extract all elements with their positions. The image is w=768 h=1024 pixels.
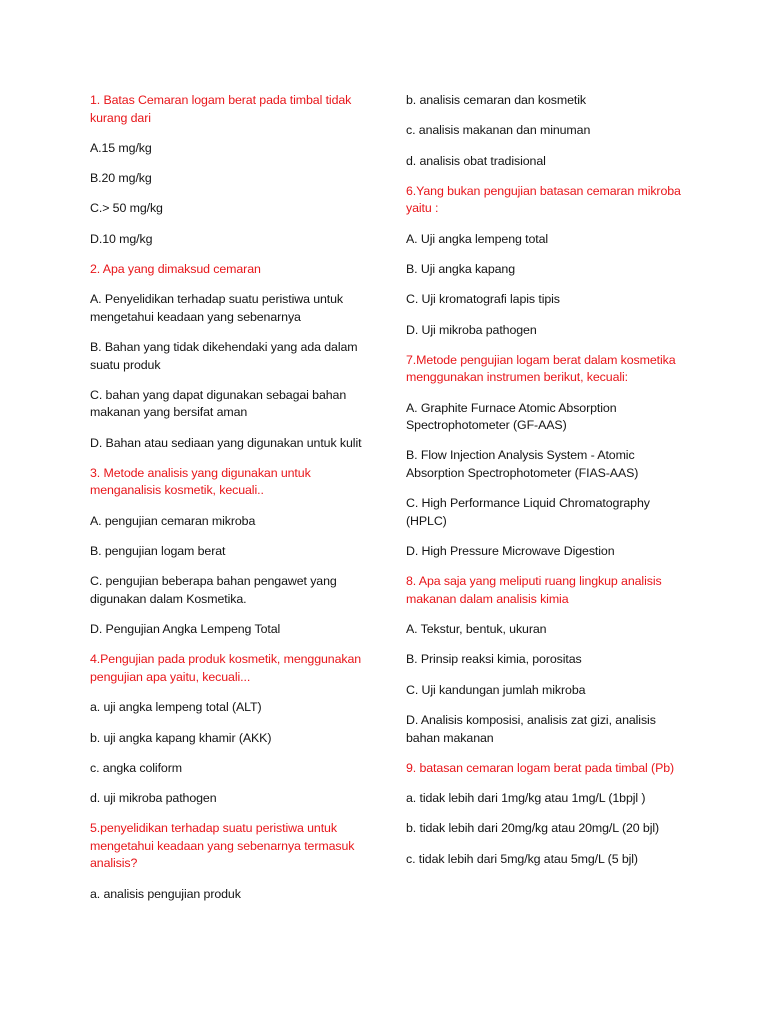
left-column [90, 92, 372, 916]
option-8d: D. Analisis komposisi, analisis zat gizi, analisis bahan makanan [406, 713, 656, 745]
option-1d: D.10 mg/kg [90, 231, 153, 246]
option-4d: d. uji mikroba pathogen [90, 791, 217, 806]
question-1: 1. Batas Cemaran logam berat pada timbal tidak kurang dari [90, 93, 352, 125]
option-1c: C.> 50 mg/kg [90, 201, 163, 216]
option-8c: C. Uji kandungan jumlah mikroba [406, 682, 586, 697]
option-3d: D. Pengujian Angka Lempeng Total [90, 622, 281, 637]
option-4b: b. uji angka kapang khamir (AKK) [90, 730, 272, 745]
option-3a: A. pengujian cemaran mikroba [90, 513, 256, 528]
option-4a: a. uji angka lempeng total (ALT) [90, 700, 262, 715]
option-2c: C. bahan yang dapat digunakan sebagai bahan makanan yang bersifat aman [90, 387, 347, 420]
option-7c: C. High Performance Liquid Chromatography (HPLC) [406, 496, 650, 528]
option-5b: b. analisis cemaran dan kosmetik [406, 93, 586, 107]
option-5c: c. analisis makanan dan minuman [406, 123, 591, 138]
question-7: 7.Metode pengujian logam berat dalam kosmetika menggunakan instrumen berikut, kecuali: [406, 352, 676, 385]
option-1b: B.20 mg/kg [90, 171, 152, 186]
option-2d: D. Bahan atau sediaan yang digunakan untuk kulit [90, 435, 362, 450]
question-3: 3. Metode analisis yang digunakan untuk menganalisis kosmetik, kecuali.. [90, 465, 311, 498]
option-6c: C. Uji kromatografi lapis tipis [406, 292, 560, 307]
option-6b: B. Uji angka kapang [406, 261, 515, 276]
question-6: 6.Yang bukan pengujian batasan cemaran mikroba yaitu : [406, 183, 681, 216]
right-column [406, 92, 688, 881]
option-2b: B. Bahan yang tidak dikehendaki yang ada dalam suatu produk [90, 340, 358, 372]
option-9c: c. tidak lebih dari 5mg/kg atau 5mg/L (5 bjl) [406, 851, 638, 866]
option-7a: A. Graphite Furnace Atomic Absorption Spectrophotometer (GF-AAS) [406, 400, 617, 433]
option-8a: A. Tekstur, bentuk, ukuran [406, 622, 547, 637]
option-5d: d. analisis obat tradisional [406, 153, 546, 168]
option-1a: A.15 mg/kg [90, 140, 152, 155]
option-3c: C. pengujian beberapa bahan pengawet yang digunakan dalam Kosmetika. [90, 574, 337, 606]
question-5: 5.penyelidikan terhadap suatu peristiwa untuk mengetahui keadaan yang sebenarnya termasuk analisis? [90, 821, 355, 871]
option-9b: b. tidak lebih dari 20mg/kg atau 20mg/L (20 bjl) [406, 821, 660, 836]
option-6d: D. Uji mikroba pathogen [406, 322, 537, 337]
question-9: 9. batasan cemaran logam berat pada timbal (Pb) [406, 760, 675, 775]
option-8b: B. Prinsip reaksi kimia, porositas [406, 652, 582, 667]
option-9a: a. tidak lebih dari 1mg/kg atau 1mg/L (1bpjl ) [406, 791, 646, 806]
question-2: 2. Apa yang dimaksud cemaran [90, 261, 261, 276]
option-7b: B. Flow Injection Analysis System - Atomic Absorption Spectrophotometer (FIAS-AAS) [406, 448, 639, 480]
option-2a: A. Penyelidikan terhadap suatu peristiwa untuk mengetahui keadaan yang sebenarnya [90, 292, 344, 324]
question-8: 8. Apa saja yang meliputi ruang lingkup analisis makanan dalam analisis kimia [406, 574, 662, 606]
option-6a: A. Uji angka lempeng total [406, 231, 549, 246]
option-7d: D. High Pressure Microwave Digestion [406, 544, 615, 559]
option-4c: c. angka coliform [90, 760, 182, 775]
question-4: 4.Pengujian pada produk kosmetik, menggunakan pengujian apa yaitu, kecuali... [90, 652, 362, 684]
option-3b: B. pengujian logam berat [90, 544, 226, 559]
option-5a: a. analisis pengujian produk [90, 886, 241, 901]
